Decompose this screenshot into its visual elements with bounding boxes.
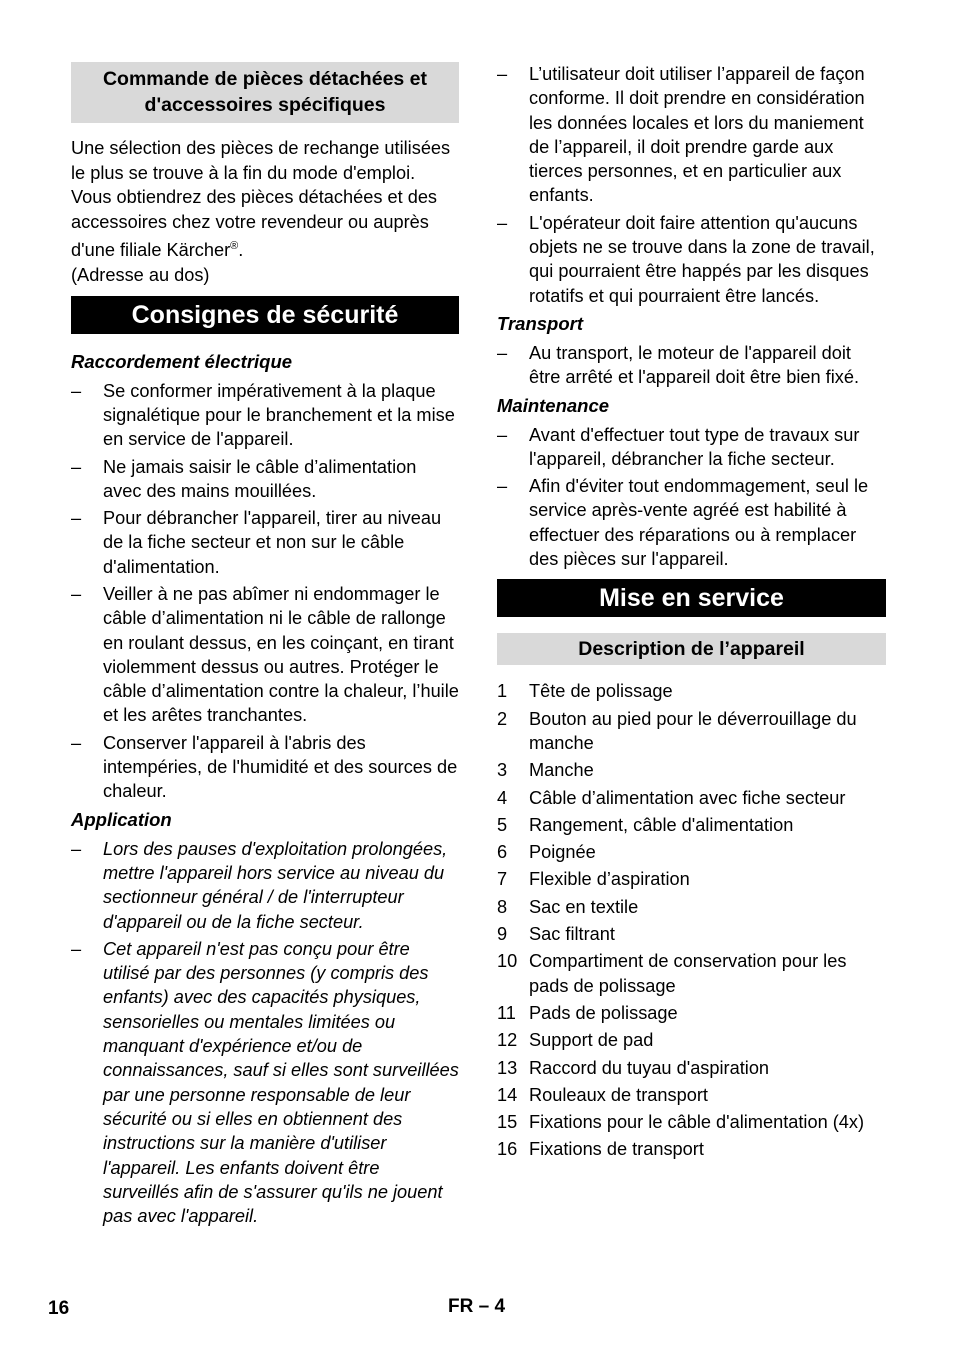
- dash-bullet: –: [71, 938, 82, 959]
- right-column: [497, 62, 886, 1165]
- part-number: 7: [497, 869, 508, 890]
- dash-bullet: –: [71, 456, 82, 477]
- registered-mark: ®: [230, 240, 239, 253]
- part-label: Raccord du tuyau d'aspiration: [529, 1057, 770, 1078]
- language-page-label: FR – 4: [448, 1296, 506, 1317]
- part-item: [497, 758, 886, 782]
- list-item: [497, 62, 886, 208]
- part-label: Fixations de transport: [529, 1139, 704, 1160]
- part-label: Tête de polissage: [529, 681, 673, 702]
- section-title-commissioning: Mise en service: [497, 579, 886, 617]
- part-number: 5: [497, 814, 508, 835]
- part-number: 9: [497, 924, 508, 945]
- list-item: [71, 379, 459, 452]
- list-item-text: Conserver l'appareil à l'abris des intempéries, de l'humidité et des sources de chaleur.: [103, 732, 458, 802]
- part-item: [497, 786, 886, 810]
- list-item-text: Cet appareil n'est pas conçu pour être utilisé par des personnes (y compris des enfants) avec des capacités physiques, sensorielles ou mentales limitées ou manquant d'expérience et/ou de connaissances, sauf si elles sont surveillées par une personne responsable de leur sécurité ou si elles en obtiennent des instructions sur la manière d'utiliser l'appareil. Les enfants doivent être surveillés afin de s'assurer qu'ils ne jouent pas avec l'appareil.: [103, 938, 459, 1227]
- dash-bullet: –: [497, 212, 508, 233]
- paragraph-parts-dealer-text: Vous obtiendrez des pièces détachées et des accessoires chez votre revendeur ou auprès d'une filiale Kärcher: [71, 187, 438, 261]
- part-label: Flexible d’aspiration: [529, 869, 690, 890]
- subheading-transport: Transport: [497, 312, 584, 334]
- list-item: [71, 506, 459, 579]
- part-label: Câble d’alimentation avec fiche secteur: [529, 787, 846, 808]
- list-item-text: L'opérateur doit faire attention qu'aucuns objets ne se trouve dans la zone de travail, qui pourraient être happés par les disques rotatifs et qui pourraient être lancés.: [529, 212, 875, 306]
- list-item: [71, 455, 459, 504]
- part-item: [497, 922, 886, 946]
- list-item: [497, 341, 886, 390]
- part-number: 14: [497, 1084, 518, 1105]
- paragraph-parts-selection: Une sélection des pièces de rechange utilisées le plus se trouve à la fin du mode d'emploi.: [71, 138, 451, 183]
- list-item-text: Ne jamais saisir le câble d’alimentation avec des mains mouillées.: [103, 456, 417, 501]
- part-item: [497, 1056, 886, 1080]
- dash-bullet: –: [71, 732, 82, 753]
- part-item: [497, 707, 886, 756]
- part-item: [497, 1137, 886, 1161]
- part-item: [497, 949, 886, 998]
- part-number: 8: [497, 896, 508, 917]
- list-device-parts: [497, 679, 886, 1161]
- part-number: 4: [497, 787, 508, 808]
- section-heading-parts: Commande de pièces détachées et d'accessoires spécifiques: [71, 62, 459, 123]
- part-item: [497, 840, 886, 864]
- part-item: [497, 1083, 886, 1107]
- list-transport: [497, 341, 886, 390]
- part-number: 10: [497, 951, 518, 972]
- part-label: Sac en textile: [529, 896, 639, 917]
- part-number: 12: [497, 1030, 518, 1051]
- part-label: Poignée: [529, 842, 596, 863]
- part-label: Rangement, câble d'alimentation: [529, 814, 794, 835]
- list-maintenance: [497, 423, 886, 572]
- paragraph-address: (Adresse au dos): [71, 265, 210, 286]
- page-number: 16: [48, 1298, 70, 1319]
- list-item-text: Pour débrancher l'appareil, tirer au niveau de la fiche secteur et non sur le câble d'alimentation.: [103, 508, 442, 577]
- subheading-electrical: Raccordement électrique: [71, 350, 293, 372]
- part-number: 16: [497, 1139, 518, 1160]
- list-item: [71, 731, 459, 804]
- paragraph-parts-dealer: [71, 185, 459, 263]
- list-item: [497, 423, 886, 472]
- part-number: 3: [497, 760, 508, 781]
- part-number: 2: [497, 708, 508, 729]
- part-label: Compartiment de conservation pour les pads de polissage: [529, 951, 847, 996]
- part-item: [497, 813, 886, 837]
- paragraph-parts-dealer-end: .: [238, 240, 244, 261]
- part-item: [497, 867, 886, 891]
- list-item: [71, 582, 459, 728]
- list-application: [71, 837, 459, 1229]
- dash-bullet: –: [497, 342, 508, 363]
- part-item: [497, 1001, 886, 1025]
- list-item: [497, 211, 886, 308]
- dash-bullet: –: [497, 64, 508, 84]
- section-title-safety: Consignes de sécurité: [71, 296, 459, 334]
- section-heading-description: Description de l’appareil: [497, 633, 886, 665]
- part-number: 1: [497, 681, 508, 702]
- list-electrical: [71, 379, 459, 804]
- list-item-text: Au transport, le moteur de l'appareil doit être arrêté et l'appareil doit être bien fixé.: [529, 342, 860, 388]
- part-label: Rouleaux de transport: [529, 1084, 708, 1105]
- dash-bullet: –: [71, 584, 82, 604]
- part-label: Sac filtrant: [529, 924, 615, 945]
- dash-bullet: –: [71, 380, 82, 401]
- list-item-text: Avant d'effectuer tout type de travaux sur l'appareil, débrancher la fiche secteur.: [529, 424, 860, 469]
- part-item: [497, 895, 886, 919]
- part-number: 6: [497, 842, 508, 863]
- list-item: [497, 474, 886, 571]
- dash-bullet: –: [71, 508, 82, 529]
- list-item: [71, 937, 459, 1229]
- part-label: Pads de polissage: [529, 1002, 678, 1023]
- list-item-text: L’utilisateur doit utiliser l’appareil de façon conforme. Il doit prendre en considération les données locales et lors du maniement de l’appareil, il doit prendre garde aux tierces personnes, et en particulier aux enfants.: [529, 64, 865, 206]
- subheading-application: Application: [71, 808, 172, 830]
- list-item-text: Lors des pauses d'exploitation prolongées, mettre l'appareil hors service au niveau du sectionneur général / de l'interrupteur d'appareil ou de la fiche secteur.: [103, 838, 448, 932]
- list-application-continued: [497, 62, 886, 308]
- part-label: Fixations pour le câble d'alimentation (4x): [529, 1112, 865, 1133]
- part-number: 11: [497, 1002, 516, 1023]
- list-item-text: Veiller à ne pas abîmer ni endommager le câble d’alimentation ni le câble de rallonge en roulant dessus, en les coinçant, en tirant violemment dessus ou autres. Protéger le câble d’alimentation contre la chaleur, l’huile et les arêtes tranchantes.: [103, 584, 459, 726]
- part-item: [497, 1110, 886, 1134]
- list-item-text: Afin d'éviter tout endommagement, seul le service après-vente agréé est habilité à effectuer des réparations ou à remplacer des pièces sur l'appareil.: [529, 476, 869, 570]
- dash-bullet: –: [71, 838, 82, 859]
- part-number: 15: [497, 1112, 518, 1133]
- list-item: [71, 837, 459, 934]
- part-number: 13: [497, 1057, 518, 1078]
- part-label: Support de pad: [529, 1030, 654, 1051]
- dash-bullet: –: [497, 424, 508, 445]
- dash-bullet: –: [497, 476, 508, 497]
- part-item: [497, 679, 886, 703]
- part-label: Bouton au pied pour le déverrouillage du manche: [529, 708, 857, 753]
- subheading-maintenance: Maintenance: [497, 394, 610, 416]
- list-item-text: Se conformer impérativement à la plaque signalétique pour le branchement et la mise en service de l'appareil.: [103, 380, 455, 450]
- left-column: [71, 62, 459, 1231]
- part-label: Manche: [529, 760, 594, 781]
- part-item: [497, 1028, 886, 1052]
